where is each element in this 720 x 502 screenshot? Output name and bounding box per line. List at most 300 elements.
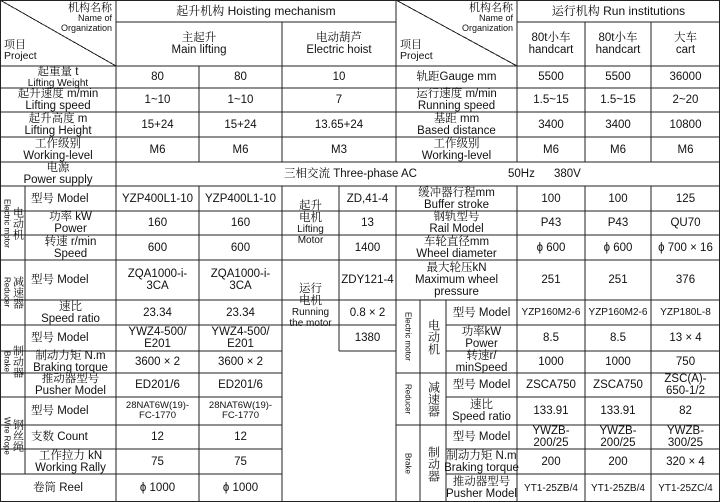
power-supply-value [116,162,720,186]
motor-speed-label-left [25,235,116,260]
value-text: YZP180L-8 [660,307,711,318]
working-level-label-left [0,137,116,162]
value-text: 15+24 [224,118,257,131]
value-text: 251 [608,274,628,286]
hoist-zdy-model [339,260,396,300]
wheel-diameter-v1 [517,235,585,260]
value-text: 10 [332,71,346,83]
working-level-label-right [396,137,517,162]
lifting-height-v3 [282,112,396,137]
rope-group-cn: 钢丝绳 [11,419,24,452]
motor-model-label-left [25,186,116,211]
working-level-cn-right: 工作级别 [433,137,480,150]
value-text: ZSCA750 [593,379,643,391]
label-text: 型号 Model [452,379,511,391]
reducer-model-label-left [25,260,116,300]
braking-torque-en: Braking torque [33,362,108,374]
value-text: M6 [543,143,559,156]
reel-v2 [199,474,282,502]
value-text: 3CA [146,280,169,292]
pusher-model-right-v2 [585,474,651,502]
reducer-group-right-en [396,373,420,425]
wheel-pressure-v2 [585,260,651,300]
reducer-model-left-v2 [199,260,282,300]
wheel-pressure-label [396,260,517,300]
value-text: ED201/6 [135,379,180,391]
buffer-stroke-label [396,186,517,211]
working-level-left-v2 [199,137,282,162]
pusher-model-cn-right: 推动器型号 [452,476,511,488]
working-rally-label [25,449,116,474]
value-text: 0.8 × 2 [349,306,386,319]
pusher-model-en: Pusher Model [35,385,106,397]
motor-speed-right-v2 [585,351,651,373]
working-rally-v1 [116,449,199,474]
value-text: 1~10 [227,94,254,106]
based-distance-v1 [517,112,585,137]
label-text: 型号 Model [31,332,89,344]
value-text: 10800 [669,118,702,131]
value-text: 3600 × 2 [134,356,181,368]
electric-motor-group-right-en [396,300,420,373]
gauge-v3 [651,66,720,88]
main-lifting-en: Main lifting [171,44,227,56]
value-text: P43 [607,217,629,229]
cart-en: cart [675,44,696,56]
value-text: 750 [675,356,696,368]
value-text: 1000 [605,356,631,368]
cart-header [651,22,720,66]
lifting-weight-v1 [116,66,199,88]
working-level-left-v1 [116,137,199,162]
value-text: YWZB- [599,425,637,437]
lifting-motor-en2: Motor [297,235,324,246]
main-lifting-header [116,22,282,66]
value-text: 7 [335,94,343,106]
reducer-group-cn: 减速器 [11,276,24,309]
lifting-speed-label [0,88,116,112]
value-text: 28NAT6W(19)- [208,399,273,411]
running-speed-en: Running speed [417,100,496,112]
value-text: YT1-25ZB/4 [524,482,578,494]
handcart-b-en: handcart [595,44,641,56]
main-lifting-cn: 主起升 [181,32,217,44]
value-text: 1000 [538,356,564,368]
running-speed-cn: 运行速度 m/min [416,88,497,100]
braking-torque-right-v2 [585,449,651,474]
pusher-model-label-right [446,474,517,502]
value-text: 75 [151,455,164,468]
motor-speed-cn: 转速 r/min [44,235,97,248]
value-text: 160 [147,217,168,229]
reducer-model-left-v1 [116,260,199,300]
project-cn: 项目 [4,39,26,51]
wheel-diameter-v3 [651,235,720,260]
lifting-motor-cn2: 电机 [299,212,322,224]
based-distance-en: Based distance [417,124,496,137]
motor-model-right-v3 [651,300,720,325]
wheel-pressure-en2: pressure [434,286,479,298]
braking-torque-label-left [25,351,116,373]
pusher-model-en-right: Pusher Model [446,488,517,500]
motor-power-cn-right: 功率kW [461,326,502,338]
brake-group-en-right: Brake [403,453,413,474]
speed-ratio-label-right [446,397,517,425]
rail-model-label [396,211,517,235]
brake-group-cn: 制动器 [11,344,24,378]
reducer-group-left [0,260,25,325]
pusher-model-left-v1 [116,373,199,397]
value-text: 75 [234,455,247,468]
label-text: 型号 Model [31,405,89,417]
working-level-right-v2 [585,137,651,162]
label-text: 型号 Model [31,192,89,205]
org-name-en2-right: Organization [461,22,513,33]
value-text: 200/25 [533,437,569,449]
pusher-model-left-v2 [199,373,282,397]
speed-ratio-left-v1 [116,300,199,325]
reducer-model-right-v3 [651,373,720,397]
org-name-en1: Name of [77,13,112,23]
lifting-height-label [0,112,116,137]
pusher-model-cn: 推动器型号 [41,373,100,385]
brake-model-label-right [446,425,517,449]
value-text: YWZB- [666,425,705,437]
reducer-model-right-v2 [585,373,651,397]
value-text: YWZ4-500/ [128,326,187,338]
project-cn-right: 项目 [400,39,422,51]
wheel-diameter-v2 [585,235,651,260]
value-text: 3600 × 2 [217,356,264,368]
hoist-zd-power [339,211,396,235]
rope-count-v2 [199,425,282,449]
value-text: 1~10 [144,94,171,106]
lifting-motor-cn1: 起升 [299,200,322,212]
value-text: 23.34 [143,306,172,319]
based-distance-cn: 基距 mm [433,112,480,125]
header-project-left [4,40,37,62]
speed-ratio-right-v3 [651,397,720,425]
motor-group-cn-right: 电动机 [426,318,441,355]
power-supply-en: Power supply [23,174,93,186]
value-text: P43 [540,217,562,229]
power-supply-label [0,162,116,186]
running-speed-v3 [651,88,720,112]
value-text: M6 [610,143,626,156]
value-text: 2~20 [672,94,699,106]
value-text: 160 [230,217,251,229]
braking-torque-left-v1 [116,351,199,373]
electric-hoist-en: Electric hoist [306,44,372,56]
motor-power-right-v2 [585,325,651,351]
rope-model-label [25,397,116,425]
label-text: 型号 Model [31,274,89,286]
braking-torque-left-v2 [199,351,282,373]
brake-group-left [0,325,25,397]
value-text: YZP400L1-10 [205,192,276,205]
wheel-pressure-en1: Maximum wheel [414,274,499,286]
org-name-en2: Organization [60,22,112,33]
value-text: 3400 [538,118,564,131]
handcart-a-cn: 80t小车 [531,32,571,44]
value-text: 100 [541,192,561,205]
value-text: ZSCA750 [526,379,576,391]
braking-torque-en-right: Braking torque [444,461,519,474]
braking-torque-cn-right: 制动力矩 N.m [446,449,517,462]
based-distance-v3 [651,112,720,137]
brake-model-right-v1 [517,425,585,449]
value-text: ϕ 600 [536,241,566,254]
reducer-group-en: Reducer [2,277,12,308]
handcart-a-header [517,22,585,66]
value-text: E201 [144,338,171,350]
value-text: ZD​,41-4 [346,192,389,205]
working-level-en-right: Working-level [421,149,492,162]
motor-power-label-right [446,325,517,351]
braking-torque-label-right [446,449,517,474]
value-text: 5500 [605,71,631,83]
value-text: 5500 [538,71,564,83]
working-rally-v2 [199,449,282,474]
reel-label [0,474,116,502]
value-text: M6 [149,143,166,156]
motor-speed-left-v2 [199,235,282,260]
hoist-zdy-power [339,300,396,325]
value-text: YZP400L1-10 [122,192,193,205]
value-text: YZP160M2-6 [588,307,648,318]
motor-model-left-v1 [116,186,199,211]
pusher-model-label-left [25,373,116,397]
gauge-label [396,66,517,88]
lifting-speed-v2 [199,88,282,112]
motor-speed-left-v1 [116,235,199,260]
brake-model-right-v2 [585,425,651,449]
value-text: ZQA1000-i- [127,268,188,280]
wheel-pressure-v1 [517,260,585,300]
motor-model-label-right [446,300,517,325]
working-level-cn: 工作级别 [35,137,81,150]
motor-speed-cn-right: 转速r/ [466,350,497,362]
buffer-stroke-v1 [517,186,585,211]
braking-torque-right-v3 [651,449,720,474]
based-distance-v2 [585,112,651,137]
working-level-right-v1 [517,137,585,162]
label-text: 卷筒 Reel [33,482,83,494]
reel-v1 [116,474,199,502]
value-text: 15+24 [141,118,174,131]
value-text: YT1-25ZC/4 [658,482,713,494]
running-motor-cn2: 电机 [299,294,322,307]
value-text: 1380 [354,332,381,344]
value-text: 80 [234,71,247,83]
hoisting-title-text: 起升机构 Hoisting mechanism [176,4,336,18]
value-text: 82 [679,405,692,417]
rail-model-v1 [517,211,585,235]
motor-power-right-v1 [517,325,585,351]
hoist-zd-model [339,186,396,211]
motor-power-en-right: Power [465,338,498,350]
running-motor-cn1: 运行 [299,282,322,295]
speed-ratio-en-right: Speed ratio [452,411,511,423]
motor-speed-en-right: minSpeed [455,362,508,374]
value-text: 8.5 [610,332,626,344]
value-text: 23.34 [226,306,255,319]
motor-model-right-v1 [517,300,585,325]
working-level-en: Working-level [23,149,93,162]
value-text: 200 [541,455,561,468]
motor-power-right-v3 [651,325,720,351]
value-text: YWZB- [532,425,570,437]
brake-group-cn-right: 制动器 [426,445,441,482]
lifting-weight-label [0,66,116,88]
lifting-height-en: Lifting Height [24,124,92,137]
value-text: M3 [331,143,347,156]
rail-model-v2 [585,211,651,235]
value-text: 13 × 4 [669,332,702,344]
label-text: 型号 Model [452,306,511,319]
running-speed-v1 [517,88,585,112]
speed-ratio-right-v1 [517,397,585,425]
motor-power-left-v1 [116,211,199,235]
running-motor-en2: the motor [289,317,332,329]
value-text: 3400 [605,118,631,131]
value-text: 133.91 [533,405,569,417]
value-text: 125 [675,192,696,205]
reducer-group-right-cn [420,373,446,425]
lifting-motor-group [282,186,339,260]
reducer-group-cn-right: 减速器 [426,381,441,417]
lifting-motor-en1: Lifting [297,224,324,235]
hoist-zd-speed [339,235,396,260]
running-speed-v2 [585,88,651,112]
header-project-right [400,40,433,62]
electric-motor-group-left [0,186,25,260]
lifting-height-v2 [199,112,282,137]
handcart-b-header [585,22,651,66]
value-text: 1400 [354,241,381,254]
based-distance-label [396,112,517,137]
value-text: 600 [230,241,251,254]
lifting-height-v1 [116,112,199,137]
header-org-name-right [442,3,513,33]
braking-torque-cn: 制动力矩 N.m [35,350,106,362]
buffer-stroke-v2 [585,186,651,211]
handcart-a-en: handcart [528,44,574,56]
buffer-stroke-v3 [651,186,720,211]
speed-ratio-cn-right: 速比 [470,399,493,411]
value-text: 12 [234,431,247,443]
value-text: 12 [151,431,164,443]
motor-power-en: Power [54,223,87,235]
value-text: 13.65+24 [314,118,364,131]
motor-speed-right-v1 [517,351,585,373]
pusher-model-right-v1 [517,474,585,502]
motor-model-left-v2 [199,186,282,211]
pusher-model-right-v3 [651,474,720,502]
value-text: 1.5~15 [533,94,569,106]
project-en: Project [4,50,37,62]
rope-count-v1 [116,425,199,449]
value-text: YZP160M2-6 [521,307,581,318]
value-text: ZQA1000-i- [210,268,271,280]
motor-power-label-left [25,211,116,235]
buffer-stroke-cn: 缓冲器行程mm [418,186,495,199]
value-text: 650-1/2 [665,385,705,397]
working-rally-en: Working Rally [35,461,106,474]
wire-rope-group [0,397,25,474]
buffer-stroke-en: Buffer stroke [424,198,489,211]
brake-group-right-en [396,425,420,502]
value-text: 3CA [229,280,252,292]
lifting-speed-cn: 起升速度 m/min [17,88,99,100]
wheel-diameter-en: Wheel diameter [416,247,497,260]
brake-group-en: Brake [2,350,12,372]
value-text: 80 [151,71,164,83]
value-text: FC-1770 [222,410,259,421]
electric-hoist-cn: 电动葫芦 [316,32,362,44]
reducer-model-right-v1 [517,373,585,397]
motor-group-en-right: Electric motor [403,312,413,361]
org-name-cn: 机构名称 [68,2,112,14]
motor-group-cn: 电动机 [11,206,24,240]
lifting-weight-en: Lifting Weight [27,77,89,89]
org-name-cn-right: 机构名称 [469,2,513,14]
value-text: 8.5 [543,332,559,344]
run-title-text: 运行机构 Run institutions [551,4,686,18]
rope-group-en: Wire Rope [2,416,12,455]
brake-model-left-v1 [116,325,199,351]
value-text: 300/25 [667,437,704,449]
wheel-pressure-v3 [651,260,720,300]
gauge-v1 [517,66,585,88]
rail-model-en: Rail Model [429,223,484,235]
value-text: ϕ 600 [603,241,633,254]
gauge-v2 [585,66,651,88]
lifting-height-cn: 起升高度 m [28,112,88,125]
value-text: ZSC(A)- [664,373,707,385]
lifting-speed-en: Lifting speed [25,100,91,112]
speed-ratio-en: Speed ratio [41,312,100,325]
brake-model-right-v3 [651,425,720,449]
value-text: 100 [608,192,628,205]
label-text: 支数 Count [31,431,88,443]
lifting-speed-v3 [282,88,396,112]
reducer-model-label-right [446,373,517,397]
header-org-name-left [40,3,112,33]
working-level-right-v3 [651,137,720,162]
electric-motor-group-right-cn [420,300,446,373]
org-name-en1-right: Name of [478,13,513,23]
value-text: ϕ 700 × 16 [658,241,713,254]
lifting-weight-v3 [282,66,396,88]
value-text: YWZ4-500/ [211,326,270,338]
speed-ratio-right-v2 [585,397,651,425]
power-supply-text-b: 50Hz [508,168,535,180]
motor-power-cn: 功率 kW [49,211,92,223]
value-text: 28NAT6W(19)- [125,399,190,411]
wheel-diameter-cn: 车轮直径mm [423,235,490,248]
value-text: ϕ 1000 [222,482,259,494]
brake-model-left-v2 [199,325,282,351]
wheel-diameter-label [396,235,517,260]
value-text: 376 [675,274,696,286]
motor-speed-en: Speed [53,247,88,260]
speed-ratio-cn: 速比 [59,300,82,313]
brake-group-right-cn [420,425,446,502]
value-text: ZDY121-4 [341,274,394,286]
rope-count-label [25,425,116,449]
value-text: 200 [608,455,628,468]
